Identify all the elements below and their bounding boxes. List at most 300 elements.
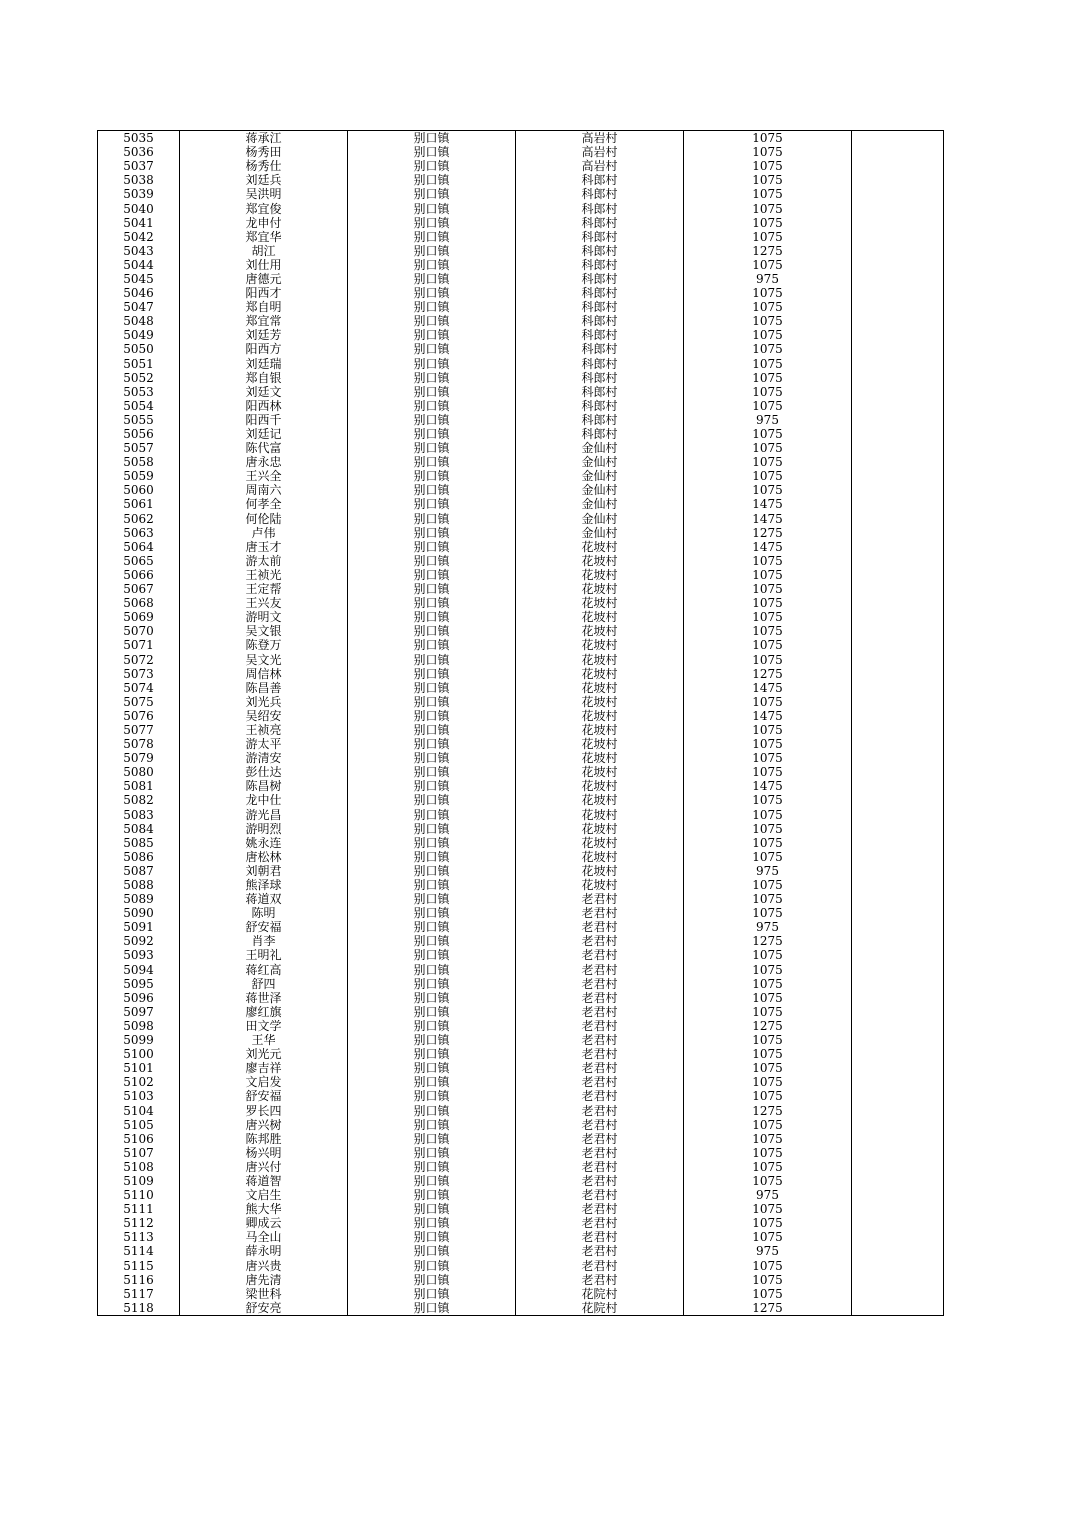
name-cell: 阳西林: [180, 399, 348, 413]
village-cell: 老君村: [516, 1259, 684, 1273]
table-row: [98, 1287, 944, 1301]
village-cell: 花坡村: [516, 808, 684, 822]
name-cell: 舒安福: [180, 1089, 348, 1103]
town-cell: 别口镇: [348, 793, 516, 807]
table-row: [98, 920, 944, 934]
serial-number-cell: 5113: [98, 1230, 180, 1244]
amount-cell: 1075: [684, 385, 852, 399]
town-cell: 别口镇: [348, 977, 516, 991]
amount-cell: 1075: [684, 131, 852, 146]
serial-number-cell: 5082: [98, 793, 180, 807]
name-cell: 刘朝君: [180, 864, 348, 878]
village-cell: 花坡村: [516, 836, 684, 850]
name-cell: 文启生: [180, 1188, 348, 1202]
village-cell: 金仙村: [516, 483, 684, 497]
note-cell: [852, 822, 944, 836]
note-cell: [852, 300, 944, 314]
serial-number-cell: 5077: [98, 723, 180, 737]
table-row: [98, 737, 944, 751]
village-cell: 科郎村: [516, 342, 684, 356]
amount-cell: 1075: [684, 258, 852, 272]
village-cell: 老君村: [516, 934, 684, 948]
town-cell: 别口镇: [348, 1188, 516, 1202]
name-cell: 胡江: [180, 244, 348, 258]
name-cell: 龙申付: [180, 216, 348, 230]
table-row: [98, 991, 944, 1005]
village-cell: 科郎村: [516, 328, 684, 342]
serial-number-cell: 5084: [98, 822, 180, 836]
amount-cell: 1275: [684, 526, 852, 540]
town-cell: 别口镇: [348, 1259, 516, 1273]
amount-cell: 1075: [684, 286, 852, 300]
name-cell: 廖红旗: [180, 1005, 348, 1019]
note-cell: [852, 963, 944, 977]
town-cell: 别口镇: [348, 864, 516, 878]
amount-cell: 975: [684, 1188, 852, 1202]
village-cell: 花坡村: [516, 667, 684, 681]
serial-number-cell: 5118: [98, 1301, 180, 1316]
amount-cell: 1075: [684, 1061, 852, 1075]
name-cell: 游光昌: [180, 808, 348, 822]
note-cell: [852, 582, 944, 596]
amount-cell: 1075: [684, 878, 852, 892]
amount-cell: 1075: [684, 483, 852, 497]
amount-cell: 1075: [684, 427, 852, 441]
amount-cell: 1075: [684, 977, 852, 991]
village-cell: 老君村: [516, 1244, 684, 1258]
table-row: [98, 638, 944, 652]
town-cell: 别口镇: [348, 667, 516, 681]
serial-number-cell: 5042: [98, 230, 180, 244]
name-cell: 王定帮: [180, 582, 348, 596]
amount-cell: 1075: [684, 793, 852, 807]
note-cell: [852, 1202, 944, 1216]
table-row: [98, 357, 944, 371]
table-row: [98, 836, 944, 850]
village-cell: 金仙村: [516, 512, 684, 526]
table-row: [98, 1118, 944, 1132]
amount-cell: 1075: [684, 1033, 852, 1047]
amount-cell: 975: [684, 920, 852, 934]
note-cell: [852, 779, 944, 793]
name-cell: 吴绍安: [180, 709, 348, 723]
town-cell: 别口镇: [348, 441, 516, 455]
name-cell: 王兴友: [180, 596, 348, 610]
serial-number-cell: 5117: [98, 1287, 180, 1301]
village-cell: 金仙村: [516, 526, 684, 540]
note-cell: [852, 286, 944, 300]
town-cell: 别口镇: [348, 1103, 516, 1117]
amount-cell: 1075: [684, 1202, 852, 1216]
village-cell: 科郎村: [516, 413, 684, 427]
note-cell: [852, 1005, 944, 1019]
village-cell: 花坡村: [516, 582, 684, 596]
table-row: [98, 483, 944, 497]
note-cell: [852, 1287, 944, 1301]
note-cell: [852, 948, 944, 962]
amount-cell: 1075: [684, 948, 852, 962]
town-cell: 别口镇: [348, 328, 516, 342]
table-row: [98, 1244, 944, 1258]
amount-cell: 1075: [684, 765, 852, 779]
serial-number-cell: 5111: [98, 1202, 180, 1216]
amount-cell: 1075: [684, 963, 852, 977]
table-row: [98, 751, 944, 765]
table-row: [98, 906, 944, 920]
amount-cell: 1075: [684, 1273, 852, 1287]
table-row: [98, 948, 944, 962]
serial-number-cell: 5065: [98, 554, 180, 568]
serial-number-cell: 5066: [98, 568, 180, 582]
town-cell: 别口镇: [348, 681, 516, 695]
serial-number-cell: 5116: [98, 1273, 180, 1287]
town-cell: 别口镇: [348, 934, 516, 948]
note-cell: [852, 1216, 944, 1230]
note-cell: [852, 695, 944, 709]
town-cell: 别口镇: [348, 808, 516, 822]
village-cell: 老君村: [516, 906, 684, 920]
amount-cell: 1075: [684, 1160, 852, 1174]
amount-cell: 1075: [684, 1047, 852, 1061]
note-cell: [852, 497, 944, 511]
serial-number-cell: 5041: [98, 216, 180, 230]
amount-cell: 1075: [684, 1216, 852, 1230]
town-cell: 别口镇: [348, 1047, 516, 1061]
village-cell: 老君村: [516, 1075, 684, 1089]
table-row: [98, 1160, 944, 1174]
town-cell: 别口镇: [348, 427, 516, 441]
town-cell: 别口镇: [348, 610, 516, 624]
note-cell: [852, 216, 944, 230]
serial-number-cell: 5095: [98, 977, 180, 991]
village-cell: 金仙村: [516, 469, 684, 483]
roster-table-body: [98, 131, 944, 1316]
table-row: [98, 244, 944, 258]
village-cell: 老君村: [516, 920, 684, 934]
serial-number-cell: 5068: [98, 596, 180, 610]
amount-cell: 1075: [684, 357, 852, 371]
amount-cell: 1075: [684, 652, 852, 666]
note-cell: [852, 765, 944, 779]
name-cell: 唐兴付: [180, 1160, 348, 1174]
name-cell: 周信林: [180, 667, 348, 681]
village-cell: 花坡村: [516, 864, 684, 878]
village-cell: 科郎村: [516, 173, 684, 187]
village-cell: 老君村: [516, 1118, 684, 1132]
name-cell: 游明烈: [180, 822, 348, 836]
town-cell: 别口镇: [348, 737, 516, 751]
serial-number-cell: 5061: [98, 497, 180, 511]
town-cell: 别口镇: [348, 554, 516, 568]
table-row: [98, 667, 944, 681]
village-cell: 老君村: [516, 977, 684, 991]
name-cell: 郑宜俊: [180, 201, 348, 215]
table-row: [98, 568, 944, 582]
amount-cell: 1075: [684, 554, 852, 568]
name-cell: 田文学: [180, 1019, 348, 1033]
village-cell: 老君村: [516, 948, 684, 962]
name-cell: 龙中仕: [180, 793, 348, 807]
town-cell: 别口镇: [348, 695, 516, 709]
village-cell: 科郎村: [516, 286, 684, 300]
name-cell: 王祯亮: [180, 723, 348, 737]
serial-number-cell: 5108: [98, 1160, 180, 1174]
name-cell: 陈代富: [180, 441, 348, 455]
serial-number-cell: 5115: [98, 1259, 180, 1273]
name-cell: 郑自银: [180, 371, 348, 385]
amount-cell: 1475: [684, 779, 852, 793]
note-cell: [852, 892, 944, 906]
town-cell: 别口镇: [348, 1033, 516, 1047]
village-cell: 老君村: [516, 1089, 684, 1103]
name-cell: 陈昌树: [180, 779, 348, 793]
serial-number-cell: 5074: [98, 681, 180, 695]
village-cell: 科郎村: [516, 357, 684, 371]
village-cell: 金仙村: [516, 455, 684, 469]
table-row: [98, 808, 944, 822]
table-row: [98, 977, 944, 991]
village-cell: 科郎村: [516, 385, 684, 399]
table-row: [98, 779, 944, 793]
amount-cell: 1075: [684, 173, 852, 187]
amount-cell: 1075: [684, 469, 852, 483]
table-row: [98, 793, 944, 807]
amount-cell: 1075: [684, 342, 852, 356]
note-cell: [852, 991, 944, 1005]
serial-number-cell: 5046: [98, 286, 180, 300]
name-cell: 廖吉祥: [180, 1061, 348, 1075]
table-row: [98, 582, 944, 596]
serial-number-cell: 5064: [98, 540, 180, 554]
table-row: [98, 864, 944, 878]
serial-number-cell: 5050: [98, 342, 180, 356]
name-cell: 阳西千: [180, 413, 348, 427]
amount-cell: 1075: [684, 582, 852, 596]
amount-cell: 1075: [684, 1287, 852, 1301]
village-cell: 科郎村: [516, 216, 684, 230]
name-cell: 薛永明: [180, 1244, 348, 1258]
note-cell: [852, 413, 944, 427]
name-cell: 吴洪明: [180, 187, 348, 201]
note-cell: [852, 681, 944, 695]
town-cell: 别口镇: [348, 920, 516, 934]
town-cell: 别口镇: [348, 357, 516, 371]
note-cell: [852, 709, 944, 723]
table-row: [98, 201, 944, 215]
village-cell: 老君村: [516, 1202, 684, 1216]
village-cell: 花坡村: [516, 540, 684, 554]
village-cell: 老君村: [516, 1230, 684, 1244]
amount-cell: 1275: [684, 1301, 852, 1316]
village-cell: 科郎村: [516, 272, 684, 286]
amount-cell: 1075: [684, 328, 852, 342]
village-cell: 老君村: [516, 1103, 684, 1117]
serial-number-cell: 5096: [98, 991, 180, 1005]
note-cell: [852, 878, 944, 892]
amount-cell: 1075: [684, 1174, 852, 1188]
town-cell: 别口镇: [348, 258, 516, 272]
table-row: [98, 399, 944, 413]
serial-number-cell: 5053: [98, 385, 180, 399]
serial-number-cell: 5067: [98, 582, 180, 596]
name-cell: 姚永连: [180, 836, 348, 850]
amount-cell: 975: [684, 272, 852, 286]
name-cell: 蒋道智: [180, 1174, 348, 1188]
serial-number-cell: 5052: [98, 371, 180, 385]
table-row: [98, 1259, 944, 1273]
serial-number-cell: 5035: [98, 131, 180, 146]
table-row: [98, 850, 944, 864]
town-cell: 别口镇: [348, 1089, 516, 1103]
note-cell: [852, 1230, 944, 1244]
village-cell: 花院村: [516, 1301, 684, 1316]
name-cell: 游明文: [180, 610, 348, 624]
amount-cell: 1075: [684, 1089, 852, 1103]
town-cell: 别口镇: [348, 216, 516, 230]
town-cell: 别口镇: [348, 230, 516, 244]
note-cell: [852, 272, 944, 286]
table-row: [98, 1103, 944, 1117]
note-cell: [852, 455, 944, 469]
village-cell: 花坡村: [516, 596, 684, 610]
note-cell: [852, 906, 944, 920]
table-row: [98, 723, 944, 737]
note-cell: [852, 1061, 944, 1075]
note-cell: [852, 540, 944, 554]
name-cell: 刘光兵: [180, 695, 348, 709]
serial-number-cell: 5105: [98, 1118, 180, 1132]
village-cell: 科郎村: [516, 201, 684, 215]
table-row: [98, 300, 944, 314]
village-cell: 科郎村: [516, 399, 684, 413]
note-cell: [852, 864, 944, 878]
town-cell: 别口镇: [348, 244, 516, 258]
name-cell: 游太平: [180, 737, 348, 751]
serial-number-cell: 5063: [98, 526, 180, 540]
village-cell: 花坡村: [516, 751, 684, 765]
serial-number-cell: 5039: [98, 187, 180, 201]
table-row: [98, 1301, 944, 1316]
amount-cell: 1075: [684, 836, 852, 850]
note-cell: [852, 1244, 944, 1258]
serial-number-cell: 5097: [98, 1005, 180, 1019]
name-cell: 游太前: [180, 554, 348, 568]
village-cell: 老君村: [516, 1047, 684, 1061]
serial-number-cell: 5098: [98, 1019, 180, 1033]
amount-cell: 1075: [684, 201, 852, 215]
town-cell: 别口镇: [348, 1146, 516, 1160]
village-cell: 高岩村: [516, 145, 684, 159]
table-row: [98, 610, 944, 624]
village-cell: 科郎村: [516, 371, 684, 385]
table-row: [98, 159, 944, 173]
table-row: [98, 512, 944, 526]
note-cell: [852, 469, 944, 483]
town-cell: 别口镇: [348, 850, 516, 864]
serial-number-cell: 5075: [98, 695, 180, 709]
note-cell: [852, 1273, 944, 1287]
name-cell: 唐永忠: [180, 455, 348, 469]
town-cell: 别口镇: [348, 1075, 516, 1089]
serial-number-cell: 5076: [98, 709, 180, 723]
name-cell: 舒安亮: [180, 1301, 348, 1316]
serial-number-cell: 5057: [98, 441, 180, 455]
amount-cell: 1075: [684, 638, 852, 652]
name-cell: 阳西方: [180, 342, 348, 356]
amount-cell: 1075: [684, 751, 852, 765]
amount-cell: 975: [684, 864, 852, 878]
note-cell: [852, 187, 944, 201]
note-cell: [852, 526, 944, 540]
note-cell: [852, 596, 944, 610]
name-cell: 陈登万: [180, 638, 348, 652]
name-cell: 刘廷瑞: [180, 357, 348, 371]
name-cell: 蒋承江: [180, 131, 348, 146]
name-cell: 何伦陆: [180, 512, 348, 526]
note-cell: [852, 483, 944, 497]
name-cell: 郑宜华: [180, 230, 348, 244]
town-cell: 别口镇: [348, 906, 516, 920]
town-cell: 别口镇: [348, 314, 516, 328]
village-cell: 科郎村: [516, 314, 684, 328]
name-cell: 刘光元: [180, 1047, 348, 1061]
serial-number-cell: 5086: [98, 850, 180, 864]
serial-number-cell: 5078: [98, 737, 180, 751]
town-cell: 别口镇: [348, 145, 516, 159]
note-cell: [852, 1033, 944, 1047]
serial-number-cell: 5093: [98, 948, 180, 962]
village-cell: 老君村: [516, 991, 684, 1005]
amount-cell: 1475: [684, 681, 852, 695]
name-cell: 王祯光: [180, 568, 348, 582]
table-row: [98, 342, 944, 356]
note-cell: [852, 1174, 944, 1188]
table-row: [98, 1146, 944, 1160]
name-cell: 彭仕达: [180, 765, 348, 779]
note-cell: [852, 145, 944, 159]
note-cell: [852, 1075, 944, 1089]
serial-number-cell: 5104: [98, 1103, 180, 1117]
serial-number-cell: 5091: [98, 920, 180, 934]
town-cell: 别口镇: [348, 1273, 516, 1287]
table-row: [98, 1174, 944, 1188]
serial-number-cell: 5044: [98, 258, 180, 272]
town-cell: 别口镇: [348, 526, 516, 540]
village-cell: 花坡村: [516, 850, 684, 864]
amount-cell: 1075: [684, 906, 852, 920]
town-cell: 别口镇: [348, 624, 516, 638]
note-cell: [852, 1089, 944, 1103]
village-cell: 老君村: [516, 1132, 684, 1146]
serial-number-cell: 5083: [98, 808, 180, 822]
note-cell: [852, 624, 944, 638]
note-cell: [852, 850, 944, 864]
name-cell: 刘仕用: [180, 258, 348, 272]
serial-number-cell: 5092: [98, 934, 180, 948]
table-row: [98, 554, 944, 568]
note-cell: [852, 1146, 944, 1160]
amount-cell: 1075: [684, 850, 852, 864]
town-cell: 别口镇: [348, 159, 516, 173]
town-cell: 别口镇: [348, 1301, 516, 1316]
note-cell: [852, 385, 944, 399]
town-cell: 别口镇: [348, 286, 516, 300]
serial-number-cell: 5070: [98, 624, 180, 638]
amount-cell: 1075: [684, 737, 852, 751]
serial-number-cell: 5109: [98, 1174, 180, 1188]
table-row: [98, 1188, 944, 1202]
village-cell: 花坡村: [516, 709, 684, 723]
